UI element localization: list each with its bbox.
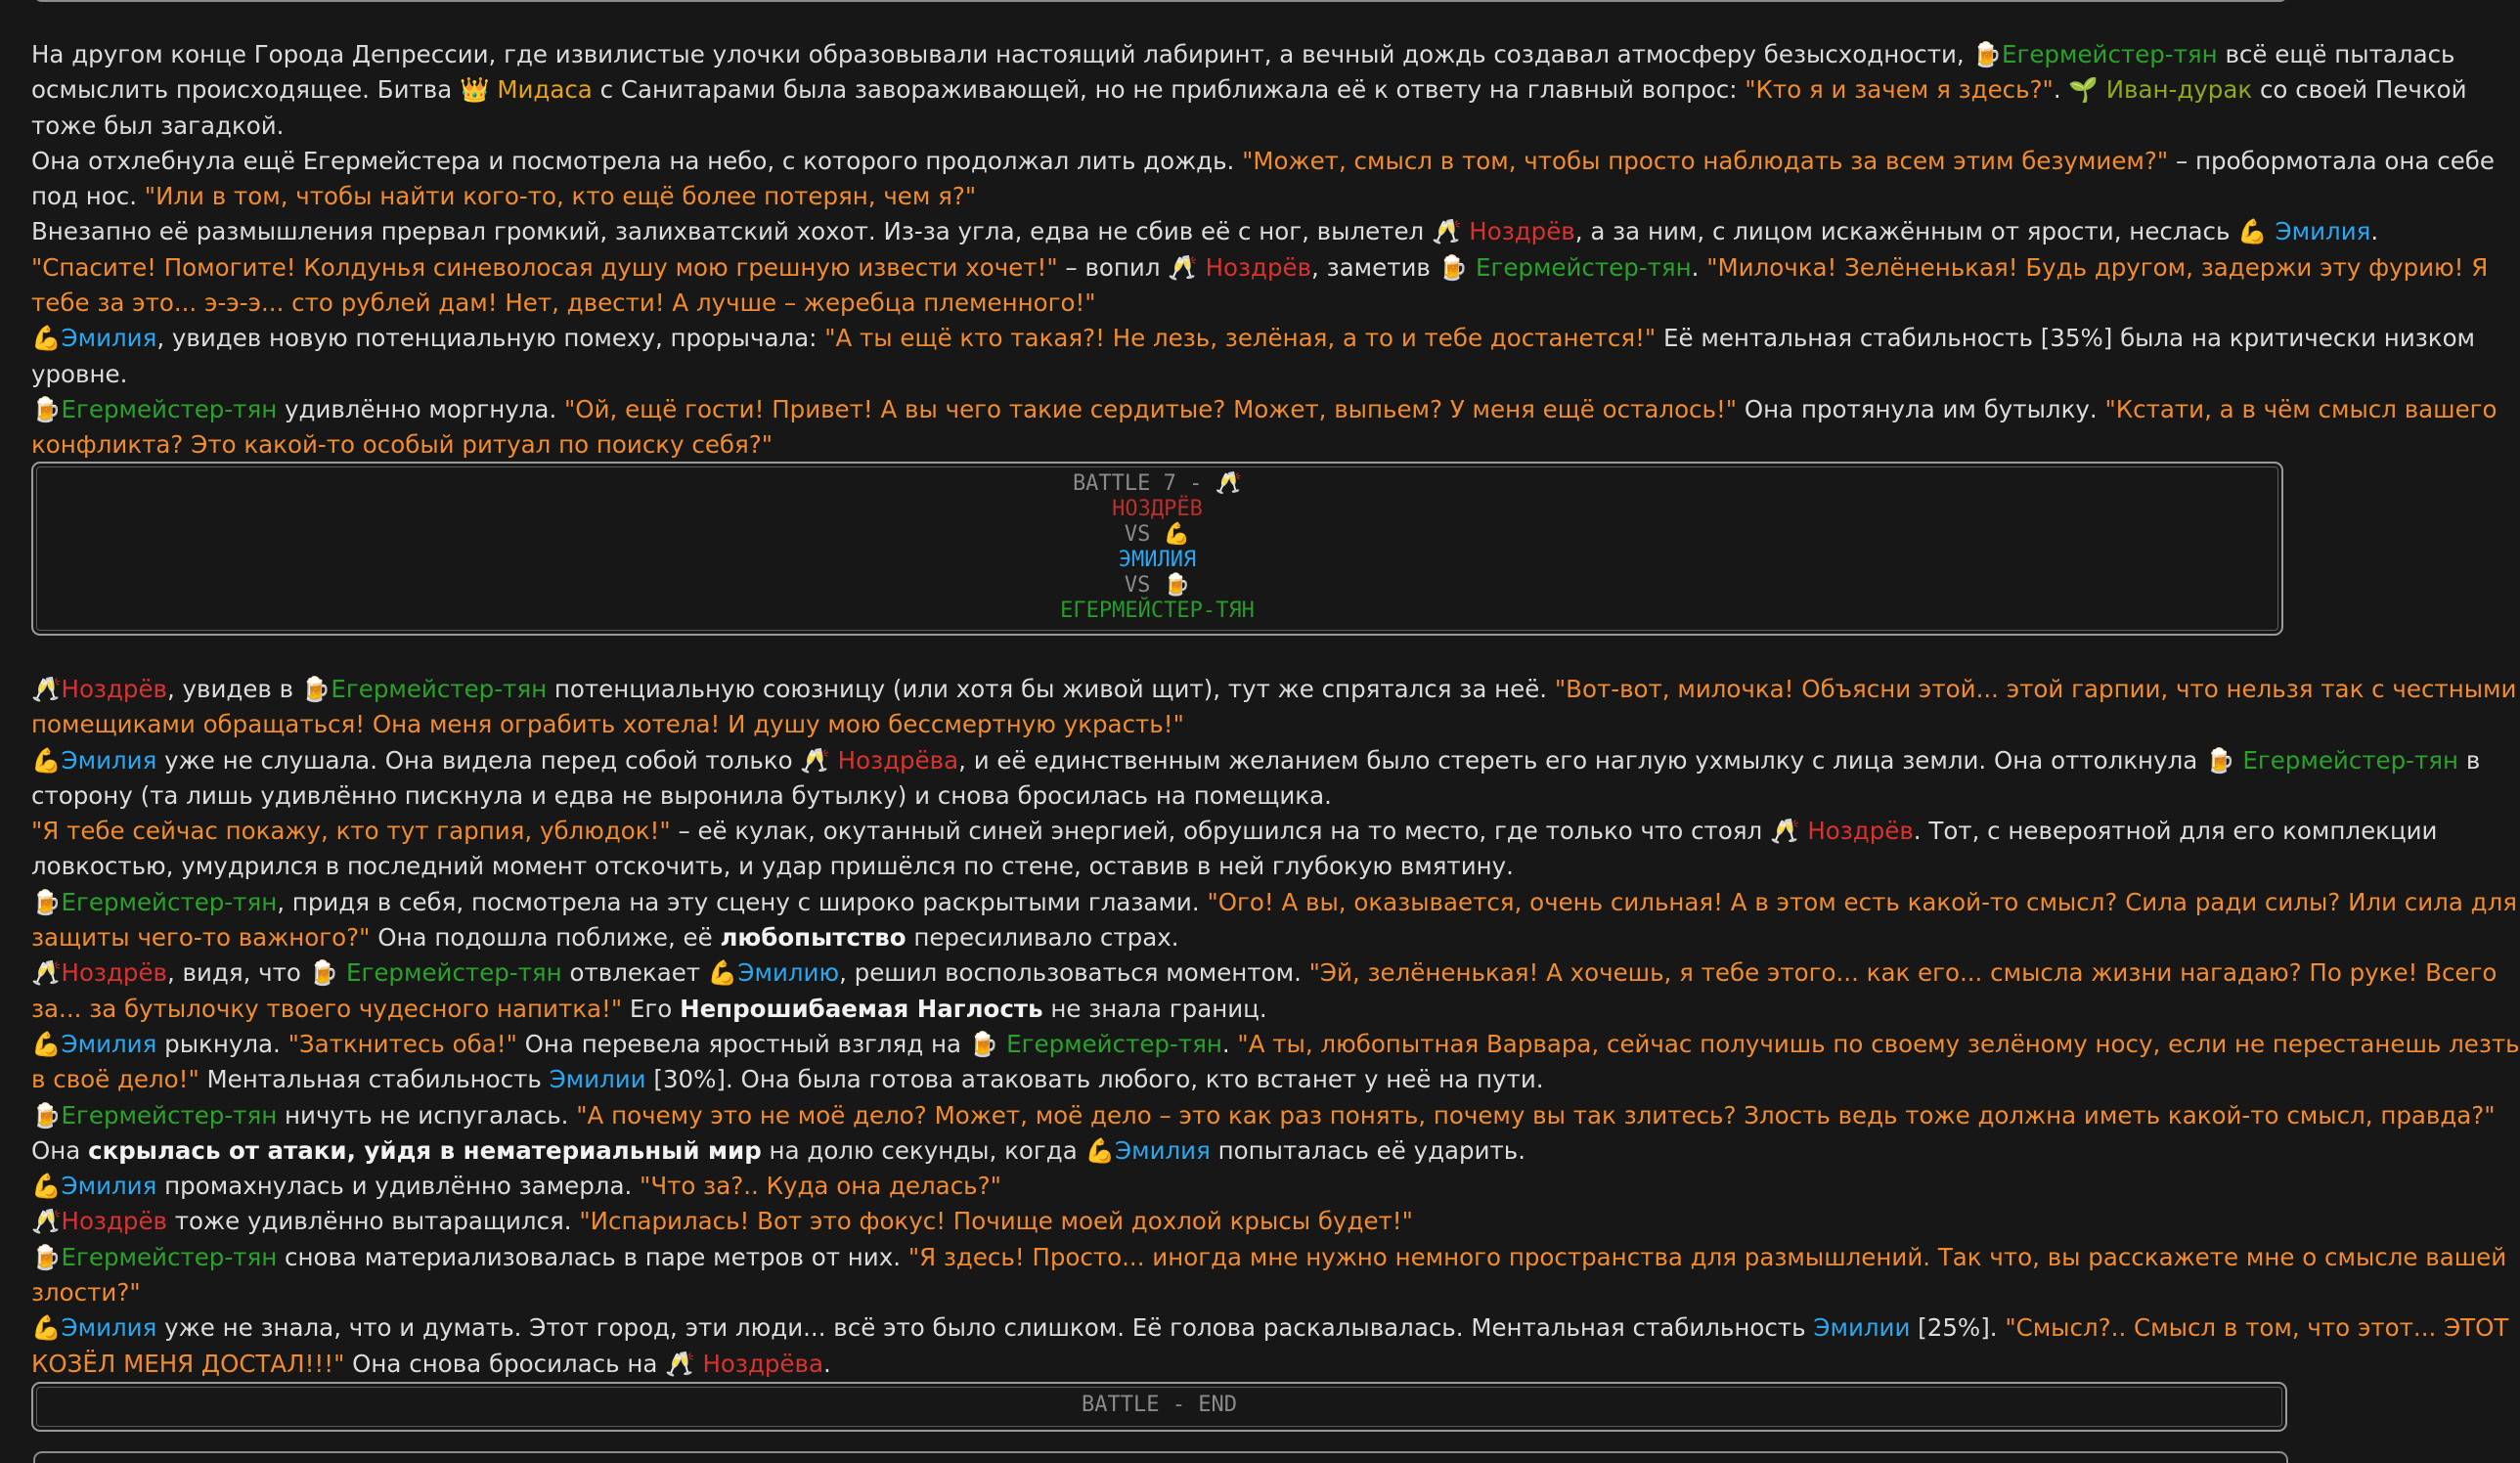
character-emilia: Эмилию	[737, 958, 840, 988]
character-nozdrev: Ноздрёва	[702, 1349, 823, 1378]
quote: злости?"	[31, 1278, 141, 1308]
paragraph-line: сторону (та лишь удивлённо пискнула и едва не выронила бутылку) и снова бросилась на помещика.	[31, 780, 1332, 810]
quote: "Что за?.. Куда она делась?"	[640, 1172, 1001, 1201]
quote: "Может, смысл в том, чтобы просто наблюдать за всем этим безумием?"	[1242, 146, 2169, 175]
character-emilia: Эмилия	[1115, 1135, 1211, 1165]
paragraph-line	[31, 707, 2300, 742]
beer-icon: 🍺	[31, 1100, 62, 1130]
quote: "Или в том, чтобы найти кого-то, кто ещё более потерян, чем я?"	[144, 182, 977, 211]
bold-text: любопытство	[720, 923, 906, 953]
muscle-icon: 💪	[707, 958, 738, 988]
character-egermeister: Егермейстер-тян	[2001, 40, 2218, 68]
cheers-icon: 🥂	[1168, 252, 1198, 282]
cheers-icon: 🥂	[800, 745, 830, 775]
paragraph-line	[31, 286, 2300, 321]
paragraph-line: 💪Эмилия рыкнула. "Заткнитесь оба!" Она перевела яростный взгляд на 🍺 Егермейстер-тян. "А ты, любопытная Варвара, сейчас получишь по своему зелёному носу, если не перестанешь лезть	[31, 1029, 2520, 1058]
quote: "Я тебе сейчас покажу, кто тут гарпия, ублюдок!"	[31, 817, 671, 846]
character-nozdrev: Ноздрёв	[1469, 217, 1575, 246]
character-emilia: Эмилия	[61, 1172, 157, 1201]
paragraph-line	[31, 1275, 2300, 1310]
next-block-frame	[33, 1451, 2288, 1463]
beer-icon: 🍺	[31, 1242, 62, 1271]
quote: "Заткнитесь оба!"	[287, 1029, 517, 1058]
paragraph-line: На другом конце Города Депрессии, где извилистые улочки образовывали настоящий лабиринт, а вечный дождь создавал атмосферу безысходности, 🍺Егермейстер-тян всё ещё пыталась	[31, 40, 2455, 68]
character-nozdrev: Ноздрёв	[1807, 817, 1914, 846]
paragraph-line: Она скрылась от атаки, уйдя в нематериальный мир на долю секунды, когда 💪Эмилия попыталась её ударить.	[31, 1135, 1526, 1165]
paragraph-line: Внезапно её размышления прервал громкий, залихватский хохот. Из-за угла, едва не сбив её с ног, вылетел 🥂 Ноздрёв, а за ним, с лицом искажённым от ярости, неслась 💪 Эмилия.	[31, 217, 2379, 246]
quote: "Кто я и зачем я здесь?"	[1745, 75, 2054, 105]
paragraph-line: "Я тебе сейчас покажу, кто тут гарпия, ублюдок!" – её кулак, окутанный синей энергией, обрушился на то место, где только что стоял 🥂 Ноздрёв. Тот, с невероятной для его комплекции	[31, 817, 2438, 846]
character-emilia: Эмилия	[61, 1029, 157, 1058]
muscle-icon: 💪	[1163, 522, 1191, 547]
story-text-top	[31, 37, 2498, 464]
character-egermeister: Егермейстер-тян	[1475, 252, 1692, 282]
beer-icon: 🍺	[31, 394, 62, 423]
beer-icon: 🍺	[968, 1029, 999, 1058]
quote: КОЗЁЛ МЕНЯ ДОСТАЛ!!!"	[31, 1349, 345, 1378]
beer-icon: 🍺	[1437, 252, 1469, 282]
beer-icon: 🍺	[308, 958, 339, 988]
character-emilia: Эмилии	[549, 1065, 646, 1094]
quote: защиты чего-то важного?"	[31, 923, 371, 953]
character-nozdrev: Ноздрёв	[61, 1207, 167, 1236]
paragraph-line: 🍺Егермейстер-тян, придя в себя, посмотрела на эту сцену с широко раскрытыми глазами. "Ого! А вы, оказывается, очень сильная! А в этом есть какой-то смысл? Сила ради силы? Или сила для	[31, 887, 2517, 916]
quote: "Ого! А вы, оказывается, очень сильная! А в этом есть какой-то смысл? Сила ради силы? Или сила для	[1207, 887, 2517, 916]
character-egermeister: Егермейстер-тян	[1006, 1029, 1222, 1058]
character-emilia: Эмилия	[61, 324, 157, 353]
paragraph-line: КОЗЁЛ МЕНЯ ДОСТАЛ!!!" Она снова бросилась на 🥂 Ноздрёва.	[31, 1349, 831, 1378]
paragraph-line: защиты чего-то важного?" Она подошла поближе, её любопытство пересиливало страх.	[31, 923, 1179, 953]
paragraph-line: 🥂Ноздрёв, видя, что 🍺 Егермейстер-тян отвлекает 💪Эмилию, решил воспользоваться моментом. "Эй, зелёненькая! А хочешь, я тебе этого... как его... смысла жизни нагадаю? По руке! Всего	[31, 958, 2498, 988]
paragraph-line: осмыслить происходящее. Битва 👑 Мидаса с Санитарами была завораживающей, но не приближала её к ответу на главный вопрос: "Кто я и зачем я здесь?". 🌱 Иван-дурак со своей Печкой	[31, 75, 2467, 105]
bold-text: скрылась от атаки, уйдя в нематериальный мир	[88, 1135, 762, 1165]
quote: "Спасите! Помогите! Колдунья синеволосая душу мою грешную извести хочет!"	[31, 252, 1058, 282]
character-egermeister: Егермейстер-тян	[346, 958, 562, 988]
paragraph-line: 🥂Ноздрёв, увидев в 🍺Егермейстер-тян потенциальную союзницу (или хотя бы живой щит), тут же спрятался за неё. "Вот-вот, милочка! Объясни этой... этой гарпии, что нельзя так с честными	[31, 675, 2517, 703]
story-text-bottom	[31, 672, 2520, 1382]
battle-vs: VS 🍺	[1124, 573, 1191, 598]
paragraph-line: в своё дело!" Ментальная стабильность Эмилии [30%]. Она была готова атаковать любого, кто встанет у неё на пути.	[31, 1065, 1544, 1094]
bold-text: Непрошибаемая Наглость	[680, 994, 1043, 1023]
character-egermeister: Егермейстер-тян	[2242, 745, 2459, 775]
character-ivan: Иван-дурак	[2105, 75, 2253, 105]
paragraph-line: 🍺Егермейстер-тян снова материализовалась в паре метров от них. "Я здесь! Просто... иногда мне нужно немного пространства для размышлений. Так что, вы расскажете мне о смысле вашей	[31, 1242, 2507, 1271]
character-egermeister: Егермейстер-тян	[61, 887, 278, 916]
muscle-icon: 💪	[31, 1172, 62, 1201]
paragraph-line: Она отхлебнула ещё Егермейстера и посмотрела на небо, с которого продолжал лить дождь. "Может, смысл в том, чтобы просто наблюдать за всем этим безумием?" – пробормотала она себе	[31, 146, 2495, 175]
character-nozdrev: Ноздрёв	[61, 958, 167, 988]
quote: "А ты ещё кто такая?! Не лезь, зелёная, а то и тебе достанется!"	[824, 324, 1657, 353]
beer-icon: 🍺	[300, 675, 332, 703]
sprout-icon: 🌱	[2068, 75, 2099, 105]
quote: "Кстати, а в чём смысл вашего	[2104, 394, 2498, 423]
battle-vs: VS 💪	[1124, 522, 1191, 547]
battle-fighter-nozdrev: НОЗДРЁВ	[1112, 497, 1203, 521]
character-egermeister: Егермейстер-тян	[61, 1242, 278, 1271]
cheers-icon: 🥂	[1770, 817, 1800, 846]
muscle-icon: 💪	[31, 1029, 62, 1058]
muscle-icon: 💪	[31, 745, 62, 775]
paragraph-line: тоже был загадкой.	[31, 111, 285, 140]
quote: "Смысл?.. Смысл в том, что этот... ЭТОТ	[2005, 1313, 2509, 1343]
paragraph-line: уровне.	[31, 359, 128, 388]
cheers-icon: 🥂	[31, 958, 62, 988]
quote: "А ты, любопытная Варвара, сейчас получишь по своему зелёному носу, если не перестанешь лезть	[1237, 1029, 2520, 1058]
character-nozdrev: Ноздрёв	[1205, 252, 1312, 282]
cheers-icon: 🥂	[665, 1349, 695, 1378]
character-egermeister: Егермейстер-тян	[331, 675, 548, 703]
paragraph-line: 💪Эмилия уже не слушала. Она видела перед собой только 🥂 Ноздрёва, и её единственным желанием было стереть его наглую ухмылку с лица земли. Она оттолкнула 🍺 Егермейстер-тян в	[31, 745, 2481, 775]
character-emilia: Эмилия	[61, 745, 157, 775]
cheers-icon: 🥂	[1431, 217, 1462, 246]
paragraph-line: под нос. "Или в том, чтобы найти кого-то, кто ещё более потерян, чем я?"	[31, 182, 977, 211]
character-egermeister: Егермейстер-тян	[61, 1100, 278, 1130]
quote: "Я здесь! Просто... иногда мне нужно немного пространства для размышлений. Так что, вы расскажете мне о смысле вашей	[907, 1242, 2507, 1271]
quote: "Испарилась! Вот это фокус! Почище моей дохлой крысы будет!"	[579, 1207, 1413, 1236]
paragraph-line: за... за бутылочку твоего чудесного напитка!" Его Непрошибаемая Наглость не знала границ.	[31, 994, 1267, 1023]
muscle-icon: 💪	[1084, 1135, 1116, 1165]
character-emilia: Эмилия	[2275, 217, 2371, 246]
paragraph-line: "Спасите! Помогите! Колдунья синеволосая душу мою грешную извести хочет!" – вопил 🥂 Ноздрёв, заметив 🍺 Егермейстер-тян. "Милочка! Зелёненькая! Будь другом, задержи эту фурию! Я	[31, 252, 2489, 282]
paragraph-line	[31, 427, 2300, 463]
cheers-icon: 🥂	[31, 1207, 62, 1236]
quote: "Милочка! Зелёненькая! Будь другом, задержи эту фурию! Я	[1706, 252, 2489, 282]
character-egermeister: Егермейстер-тян	[61, 394, 278, 423]
cheers-icon: 🥂	[1215, 471, 1243, 496]
battle-fighter-emilia: ЭМИЛИЯ	[1118, 548, 1197, 572]
beer-icon: 🍺	[1971, 40, 2002, 68]
paragraph-line: 🍺Егермейстер-тян удивлённо моргнула. "Ой, ещё гости! Привет! А вы чего такие сердитые? Может, выпьем? У меня ещё осталось!" Она протянула им бутылку. "Кстати, а в чём смысл вашего	[31, 394, 2498, 423]
paragraph-line: 💪Эмилия промахнулась и удивлённо замерла. "Что за?.. Куда она делась?"	[31, 1172, 1001, 1201]
paragraph-line: 💪Эмилия уже не знала, что и думать. Этот город, эти люди... всё это было слишком. Её голова раскалывалась. Ментальная стабильность Эмилии [25%]. "Смысл?.. Смысл в том, что этот... ЭТОТ	[31, 1313, 2509, 1343]
character-emilia: Эмилии	[1813, 1313, 1911, 1343]
paragraph-line: 💪Эмилия, увидев новую потенциальную помеху, прорычала: "А ты ещё кто такая?! Не лезь, зелёная, а то и тебе достанется!" Её ментальная стабильность [35%] была на критически низком	[31, 324, 2476, 353]
quote: конфликта? Это какой-то особый ритуал по поиску себя?"	[31, 430, 774, 460]
quote: за... за бутылочку твоего чудесного напитка!"	[31, 994, 623, 1023]
paragraph-line: ловкостью, умудрился в последний момент отскочить, и удар пришёлся по стене, оставив в ней глубокую вмятину.	[31, 852, 1514, 881]
battle-end-box	[31, 1382, 2287, 1432]
paragraph-line: 🥂Ноздрёв тоже удивлённо вытаращился. "Испарилась! Вот это фокус! Почище моей дохлой крысы будет!"	[31, 1207, 1413, 1236]
quote: тебе за это... э-э-э... сто рублей дам! Нет, двести! А лучше – жеребца племенного!"	[31, 288, 1096, 318]
battle-title: BATTLE 7 - 🥂	[1072, 471, 1243, 496]
beer-icon: 🍺	[1163, 573, 1191, 598]
paragraph-line: 🍺Егермейстер-тян ничуть не испугалась. "А почему это не моё дело? Может, моё дело – это как раз понять, почему вы так злитесь? Злость ведь тоже должна иметь какой-то смысл, правда?"	[31, 1100, 2496, 1130]
muscle-icon: 💪	[2237, 217, 2268, 246]
character-emilia: Эмилия	[61, 1313, 157, 1343]
muscle-icon: 💪	[31, 1313, 62, 1343]
muscle-icon: 💪	[31, 324, 62, 353]
battle-fighter-egermeister: ЕГЕРМЕЙСТЕР-ТЯН	[1060, 598, 1255, 623]
beer-icon: 🍺	[31, 887, 62, 916]
quote: "Ой, ещё гости! Привет! А вы чего такие сердитые? Может, выпьем? У меня ещё осталось!"	[564, 394, 1738, 423]
battle-box	[31, 462, 2283, 636]
quote: "А почему это не моё дело? Может, моё дело – это как раз понять, почему вы так злитесь? Злость ведь тоже должна иметь какой-то смысл, правда?"	[576, 1100, 2496, 1130]
character-nozdrev: Ноздрёва	[837, 745, 959, 775]
battle-end-label: BATTLE - END	[1082, 1393, 1237, 1417]
quote: в своё дело!"	[31, 1065, 199, 1094]
quote: "Эй, зелёненькая! А хочешь, я тебе этого... как его... смысла жизни нагадаю? По руке! Всего	[1308, 958, 2498, 988]
character-nozdrev: Ноздрёв	[61, 675, 167, 703]
previous-block-frame	[33, 0, 2288, 2]
crown-icon: 👑	[460, 75, 490, 105]
character-midas: Мидаса	[497, 75, 593, 105]
quote: помещиками обращаться! Она меня ограбить хотела! И душу мою бессмертную украсть!"	[31, 710, 1184, 739]
beer-icon: 🍺	[2205, 745, 2235, 775]
quote: "Вот-вот, милочка! Объясни этой... этой гарпии, что нельзя так с честными	[1554, 675, 2517, 703]
cheers-icon: 🥂	[31, 675, 62, 703]
